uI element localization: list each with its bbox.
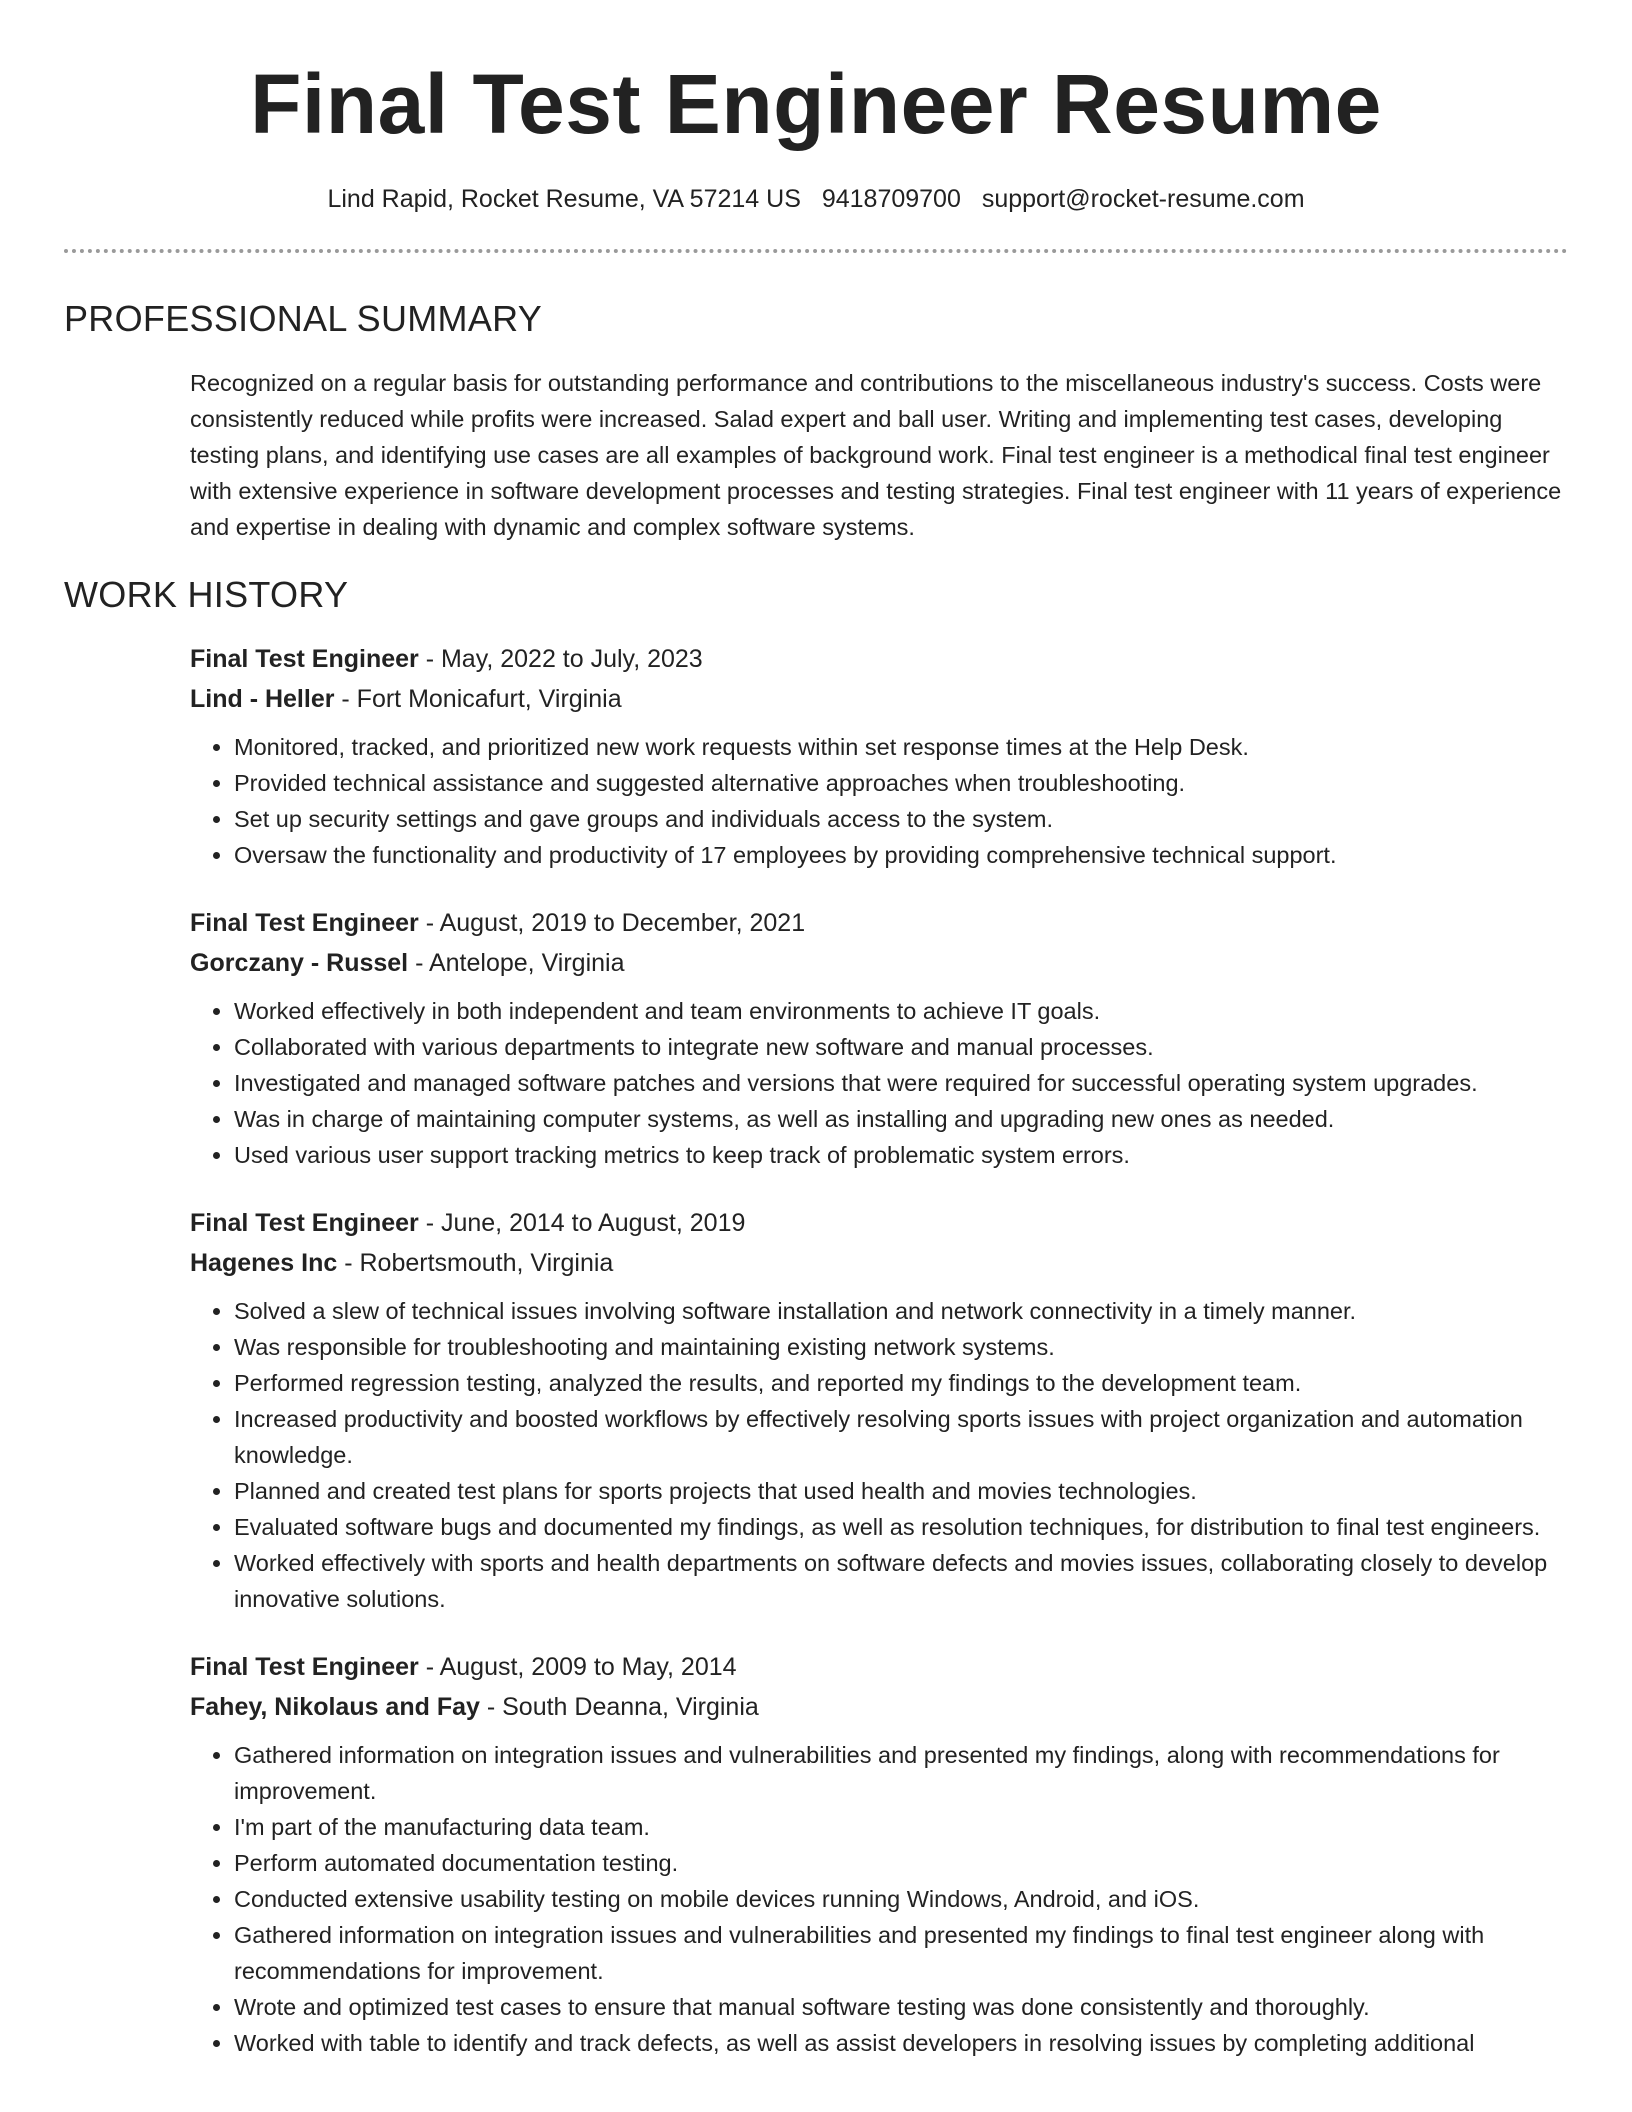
job-bullet: • I'm part of the manufacturing data team. (234, 1809, 1568, 1845)
job-company-line (190, 1687, 1568, 1727)
job-company: Lind - Heller (190, 685, 335, 713)
job-bullet: • Gathered information on integration issues and vulnerabilities and presented my findings to final test engineer along with recommendations for improvement. (234, 1917, 1568, 1989)
job-location: - Robertsmouth, Virginia (337, 1249, 614, 1277)
job-bullet: • Conducted extensive usability testing on mobile devices running Windows, Android, and iOS. (234, 1881, 1568, 1917)
job-bullet: • Worked effectively with sports and health departments on software defects and movies issues, collaborating closely to develop innovative solutions. (234, 1545, 1568, 1617)
summary-text: Recognized on a regular basis for outstanding performance and contributions to the miscellaneous industry's success. Costs were consistently reduced while profits were increased. Salad expert and ball user. Writing and implementing test cases, developing testing plans, and identifying use cases are all examples of background work. Final test engineer is a methodical final test engineer with extensive experience in software development processes and testing strategies. Final test engineer with 11 years of experience and expertise in dealing with dynamic and complex software systems. (190, 370, 1562, 540)
job-bullet: • Oversaw the functionality and productivity of 17 employees by providing comprehensive technical support. (234, 837, 1568, 873)
work-history-list (190, 639, 1568, 2091)
job-bullet: • Used various user support tracking metrics to keep track of problematic system errors. (234, 1137, 1568, 1173)
job-bullet: • Wrote and optimized test cases to ensure that manual software testing was done consistently and thoroughly. (234, 1989, 1568, 2025)
job-role: Final Test Engineer (190, 909, 419, 937)
job-entry (190, 1647, 1568, 2061)
resume-page (64, 0, 1568, 2112)
job-company-line (190, 943, 1568, 983)
job-bullet: • Investigated and managed software patches and versions that were required for successful operating system upgrades. (234, 1065, 1568, 1101)
job-bullets (190, 729, 1568, 873)
job-dates: - June, 2014 to August, 2019 (418, 1209, 746, 1237)
job-bullet: • Worked effectively in both independent and team environments to achieve IT goals. (234, 993, 1568, 1029)
job-bullet: • Gathered information on integration issues and vulnerabilities and presented my findings, along with recommendations for improvement. (234, 1737, 1568, 1809)
job-company: Gorczany - Russel (190, 949, 409, 977)
summary-heading: PROFESSIONAL SUMMARY (64, 298, 543, 339)
job-bullets (190, 1737, 1568, 2061)
work-history-heading: WORK HISTORY (64, 574, 349, 615)
job-company-line (190, 1243, 1568, 1283)
job-bullet: • Evaluated software bugs and documented my findings, as well as resolution techniques, for distribution to final test engineers. (234, 1509, 1568, 1545)
job-dates: - May, 2022 to July, 2023 (418, 645, 703, 673)
job-entry (190, 639, 1568, 873)
job-dates: - August, 2009 to May, 2014 (418, 1653, 737, 1681)
contact-address: Lind Rapid, Rocket Resume, VA 57214 US (327, 185, 801, 213)
job-bullet: • Set up security settings and gave groups and individuals access to the system. (234, 801, 1568, 837)
job-bullet: • Was in charge of maintaining computer systems, as well as installing and upgrading new ones as needed. (234, 1101, 1568, 1137)
job-bullet: • Performed regression testing, analyzed the results, and reported my findings to the development team. (234, 1365, 1568, 1401)
contact-phone: 9418709700 (821, 185, 961, 213)
summary-section (190, 365, 1568, 545)
job-location: - Fort Monicafurt, Virginia (334, 685, 622, 713)
job-bullet: • Was responsible for troubleshooting and maintaining existing network systems. (234, 1329, 1568, 1365)
job-role: Final Test Engineer (190, 645, 419, 673)
job-bullet: • Collaborated with various departments to integrate new software and manual processes. (234, 1029, 1568, 1065)
job-entry (190, 903, 1568, 1173)
job-bullet: • Increased productivity and boosted workflows by effectively resolving sports issues with project organization and automation knowledge. (234, 1401, 1568, 1473)
job-bullets (190, 1293, 1568, 1617)
job-title-line (190, 903, 1568, 943)
job-dates: - August, 2019 to December, 2021 (418, 909, 806, 937)
job-bullet: • Planned and created test plans for sports projects that used health and movies technologies. (234, 1473, 1568, 1509)
job-bullet: • Provided technical assistance and suggested alternative approaches when troubleshooting. (234, 765, 1568, 801)
contact-email: support@rocket-resume.com (981, 185, 1305, 213)
job-title-line (190, 1203, 1568, 1243)
job-bullets (190, 993, 1568, 1173)
job-title-line (190, 1647, 1568, 1687)
job-role: Final Test Engineer (190, 1653, 419, 1681)
job-entry (190, 1203, 1568, 1617)
job-location: - Antelope, Virginia (408, 949, 625, 977)
job-bullet: • Monitored, tracked, and prioritized new work requests within set response times at the Help Desk. (234, 729, 1568, 765)
job-location: - South Deanna, Virginia (479, 1693, 759, 1721)
job-bullet: • Perform automated documentation testing. (234, 1845, 1568, 1881)
resume-title: Final Test Engineer Resume (250, 57, 1382, 151)
job-company-line (190, 679, 1568, 719)
job-role: Final Test Engineer (190, 1209, 419, 1237)
job-title-line (190, 639, 1568, 679)
job-company: Hagenes Inc (190, 1249, 338, 1277)
job-bullet: • Solved a slew of technical issues involving software installation and network connectivity in a timely manner. (234, 1293, 1568, 1329)
contact-line (64, 182, 1568, 216)
job-company: Fahey, Nikolaus and Fay (190, 1693, 480, 1721)
header-divider (64, 249, 1568, 253)
job-bullet: • Worked with table to identify and track defects, as well as assist developers in resolving issues by completing additional (234, 2025, 1568, 2061)
